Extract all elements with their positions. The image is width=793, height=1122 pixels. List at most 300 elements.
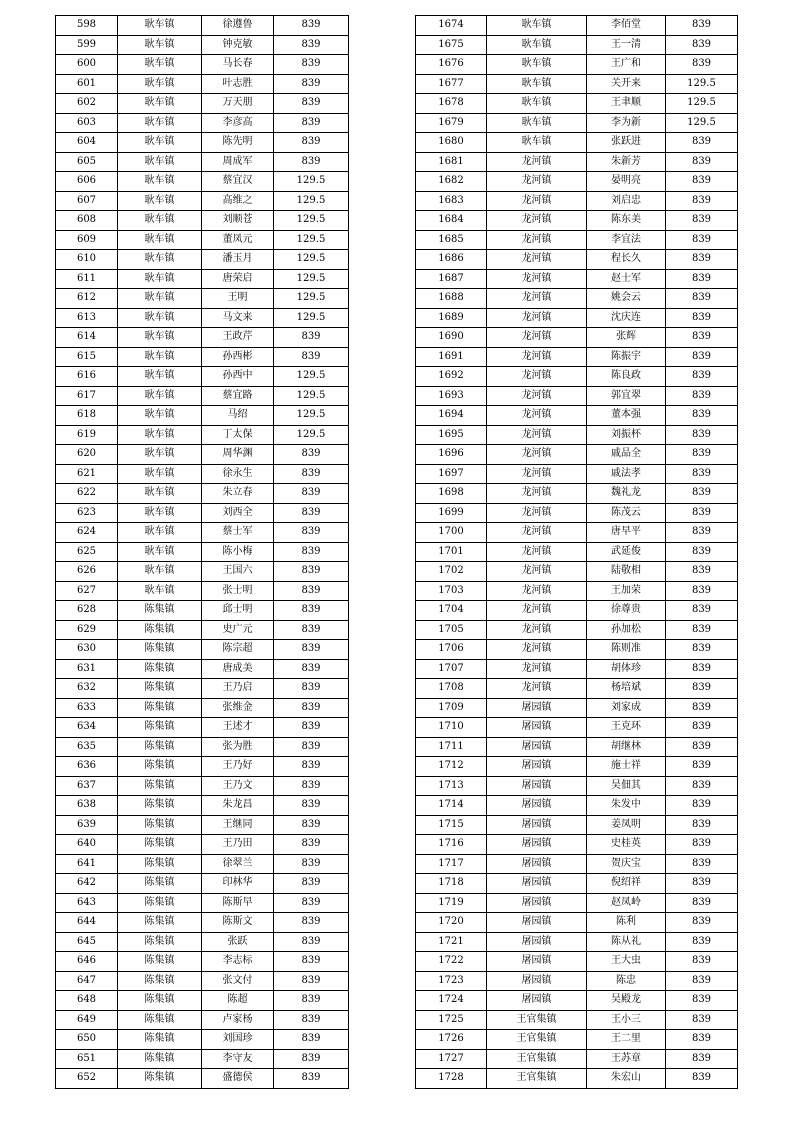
name-cell: 徐翠兰 <box>202 854 274 874</box>
name-cell: 史桂英 <box>587 835 666 855</box>
amount-cell: 839 <box>666 386 738 406</box>
town-cell: 龙河镇 <box>487 367 587 387</box>
name-cell: 万天朋 <box>202 94 274 114</box>
table-row <box>56 133 349 153</box>
table-row <box>56 445 349 465</box>
town-cell: 屠园镇 <box>487 835 587 855</box>
town-cell: 龙河镇 <box>487 191 587 211</box>
row-index-cell: 1723 <box>416 971 487 991</box>
name-cell: 张维金 <box>202 698 274 718</box>
row-index-cell: 625 <box>56 542 118 562</box>
table-row <box>416 133 738 153</box>
name-cell: 刘顺苍 <box>202 211 274 231</box>
name-cell: 王乃好 <box>202 757 274 777</box>
amount-cell: 839 <box>666 133 738 153</box>
town-cell: 屠园镇 <box>487 952 587 972</box>
town-cell: 王官集镇 <box>487 1030 587 1050</box>
name-cell: 孙西彬 <box>202 347 274 367</box>
row-index-cell: 1694 <box>416 406 487 426</box>
town-cell: 陈集镇 <box>118 659 202 679</box>
table-row <box>56 1030 349 1050</box>
amount-cell: 839 <box>666 230 738 250</box>
town-cell: 龙河镇 <box>487 601 587 621</box>
amount-cell: 839 <box>666 971 738 991</box>
name-cell: 戚品全 <box>587 445 666 465</box>
name-cell: 徐遵鲁 <box>202 16 274 36</box>
amount-cell: 839 <box>274 1030 349 1050</box>
row-index-cell: 632 <box>56 679 118 699</box>
table-row <box>56 913 349 933</box>
table-row <box>416 74 738 94</box>
name-cell: 朱宏山 <box>587 1069 666 1089</box>
row-index-cell: 651 <box>56 1049 118 1069</box>
amount-cell: 839 <box>274 815 349 835</box>
amount-cell: 839 <box>666 659 738 679</box>
town-cell: 耿车镇 <box>118 35 202 55</box>
amount-cell: 839 <box>274 796 349 816</box>
amount-cell: 839 <box>274 893 349 913</box>
town-cell: 龙河镇 <box>487 445 587 465</box>
row-index-cell: 616 <box>56 367 118 387</box>
row-index-cell: 621 <box>56 464 118 484</box>
row-index-cell: 1702 <box>416 562 487 582</box>
table-row <box>416 172 738 192</box>
town-cell: 陈集镇 <box>118 815 202 835</box>
table-row <box>56 854 349 874</box>
table-row <box>56 1010 349 1030</box>
town-cell: 耿车镇 <box>487 113 587 133</box>
town-cell: 陈集镇 <box>118 601 202 621</box>
amount-cell: 839 <box>666 347 738 367</box>
row-index-cell: 1678 <box>416 94 487 114</box>
town-cell: 陈集镇 <box>118 679 202 699</box>
name-cell: 姜凤明 <box>587 815 666 835</box>
table-row <box>56 796 349 816</box>
town-cell: 耿车镇 <box>118 55 202 75</box>
name-cell: 胡继林 <box>587 737 666 757</box>
town-cell: 耿车镇 <box>487 16 587 36</box>
town-cell: 陈集镇 <box>118 640 202 660</box>
row-index-cell: 601 <box>56 74 118 94</box>
table-row <box>416 230 738 250</box>
town-cell: 耿车镇 <box>118 464 202 484</box>
town-cell: 屠园镇 <box>487 776 587 796</box>
town-cell: 陈集镇 <box>118 776 202 796</box>
town-cell: 耿车镇 <box>118 152 202 172</box>
table-row <box>416 425 738 445</box>
row-index-cell: 649 <box>56 1010 118 1030</box>
amount-cell: 839 <box>274 35 349 55</box>
table-row <box>416 113 738 133</box>
name-cell: 蔡宜汉 <box>202 172 274 192</box>
name-cell: 陈小梅 <box>202 542 274 562</box>
table-row <box>416 523 738 543</box>
town-cell: 陈集镇 <box>118 854 202 874</box>
amount-cell: 839 <box>274 503 349 523</box>
amount-cell: 839 <box>666 425 738 445</box>
row-index-cell: 617 <box>56 386 118 406</box>
amount-cell: 839 <box>274 776 349 796</box>
table-row <box>56 269 349 289</box>
town-cell: 耿车镇 <box>118 133 202 153</box>
row-index-cell: 1674 <box>416 16 487 36</box>
table-row <box>56 698 349 718</box>
town-cell: 屠园镇 <box>487 874 587 894</box>
name-cell: 郭宜翠 <box>587 386 666 406</box>
name-cell: 魏礼龙 <box>587 484 666 504</box>
town-cell: 耿车镇 <box>487 94 587 114</box>
row-index-cell: 610 <box>56 250 118 270</box>
table-row <box>416 659 738 679</box>
table-row <box>416 737 738 757</box>
table-row <box>416 854 738 874</box>
amount-cell: 129.5 <box>274 406 349 426</box>
amount-cell: 839 <box>274 445 349 465</box>
name-cell: 钟克敏 <box>202 35 274 55</box>
table-row <box>56 679 349 699</box>
row-index-cell: 1727 <box>416 1049 487 1069</box>
table-row <box>56 581 349 601</box>
amount-cell: 839 <box>274 74 349 94</box>
name-cell: 王克环 <box>587 718 666 738</box>
row-index-cell: 626 <box>56 562 118 582</box>
row-index-cell: 624 <box>56 523 118 543</box>
amount-cell: 839 <box>666 835 738 855</box>
town-cell: 屠园镇 <box>487 893 587 913</box>
table-row <box>56 289 349 309</box>
amount-cell: 129.5 <box>666 113 738 133</box>
amount-cell: 129.5 <box>666 74 738 94</box>
town-cell: 陈集镇 <box>118 991 202 1011</box>
table-row <box>416 601 738 621</box>
row-index-cell: 1675 <box>416 35 487 55</box>
name-cell: 李为新 <box>587 113 666 133</box>
name-cell: 孙西中 <box>202 367 274 387</box>
row-index-cell: 1715 <box>416 815 487 835</box>
amount-cell: 129.5 <box>274 308 349 328</box>
name-cell: 陈良政 <box>587 367 666 387</box>
row-index-cell: 1687 <box>416 269 487 289</box>
table-row <box>416 464 738 484</box>
row-index-cell: 1706 <box>416 640 487 660</box>
town-cell: 耿车镇 <box>118 484 202 504</box>
row-index-cell: 1713 <box>416 776 487 796</box>
name-cell: 程长久 <box>587 250 666 270</box>
amount-cell: 129.5 <box>274 386 349 406</box>
name-cell: 张跃进 <box>587 133 666 153</box>
row-index-cell: 1703 <box>416 581 487 601</box>
row-index-cell: 627 <box>56 581 118 601</box>
table-row <box>56 464 349 484</box>
town-cell: 屠园镇 <box>487 737 587 757</box>
name-cell: 卢家杨 <box>202 1010 274 1030</box>
amount-cell: 839 <box>274 640 349 660</box>
row-index-cell: 1717 <box>416 854 487 874</box>
town-cell: 龙河镇 <box>487 640 587 660</box>
name-cell: 王继同 <box>202 815 274 835</box>
town-cell: 龙河镇 <box>487 152 587 172</box>
town-cell: 龙河镇 <box>487 484 587 504</box>
amount-cell: 839 <box>274 94 349 114</box>
amount-cell: 839 <box>274 659 349 679</box>
table-row <box>56 55 349 75</box>
row-index-cell: 646 <box>56 952 118 972</box>
name-cell: 晏明亮 <box>587 172 666 192</box>
row-index-cell: 652 <box>56 1069 118 1089</box>
name-cell: 陈斯文 <box>202 913 274 933</box>
row-index-cell: 1680 <box>416 133 487 153</box>
table-row <box>416 250 738 270</box>
town-cell: 陈集镇 <box>118 718 202 738</box>
row-index-cell: 1712 <box>416 757 487 777</box>
town-cell: 龙河镇 <box>487 172 587 192</box>
table-row <box>416 952 738 972</box>
table-row <box>56 1049 349 1069</box>
name-cell: 唐早平 <box>587 523 666 543</box>
town-cell: 屠园镇 <box>487 913 587 933</box>
table-row <box>56 620 349 640</box>
name-cell: 赵士军 <box>587 269 666 289</box>
town-cell: 耿车镇 <box>487 55 587 75</box>
table-row <box>56 172 349 192</box>
town-cell: 龙河镇 <box>487 269 587 289</box>
town-cell: 陈集镇 <box>118 952 202 972</box>
name-cell: 吴殿龙 <box>587 991 666 1011</box>
town-cell: 陈集镇 <box>118 1010 202 1030</box>
name-cell: 陈振宇 <box>587 347 666 367</box>
row-index-cell: 1721 <box>416 932 487 952</box>
table-row <box>56 640 349 660</box>
amount-cell: 839 <box>274 932 349 952</box>
name-cell: 刘国珍 <box>202 1030 274 1050</box>
town-cell: 陈集镇 <box>118 913 202 933</box>
town-cell: 耿车镇 <box>118 289 202 309</box>
row-index-cell: 600 <box>56 55 118 75</box>
name-cell: 王政芹 <box>202 328 274 348</box>
table-row <box>416 796 738 816</box>
amount-cell: 839 <box>666 250 738 270</box>
amount-cell: 839 <box>274 913 349 933</box>
table-row <box>416 35 738 55</box>
table-row <box>416 94 738 114</box>
row-index-cell: 1701 <box>416 542 487 562</box>
row-index-cell: 614 <box>56 328 118 348</box>
table-row <box>416 367 738 387</box>
name-cell: 沈庆连 <box>587 308 666 328</box>
row-index-cell: 1714 <box>416 796 487 816</box>
amount-cell: 839 <box>274 1010 349 1030</box>
table-row <box>416 913 738 933</box>
table-row <box>416 718 738 738</box>
amount-cell: 129.5 <box>274 425 349 445</box>
row-index-cell: 609 <box>56 230 118 250</box>
row-index-cell: 619 <box>56 425 118 445</box>
row-index-cell: 1700 <box>416 523 487 543</box>
town-cell: 龙河镇 <box>487 289 587 309</box>
amount-cell: 839 <box>666 796 738 816</box>
town-cell: 耿车镇 <box>118 172 202 192</box>
table-row <box>56 835 349 855</box>
row-index-cell: 605 <box>56 152 118 172</box>
row-index-cell: 1716 <box>416 835 487 855</box>
amount-cell: 839 <box>666 932 738 952</box>
amount-cell: 839 <box>274 874 349 894</box>
amount-cell: 839 <box>274 133 349 153</box>
row-index-cell: 1709 <box>416 698 487 718</box>
town-cell: 耿车镇 <box>118 328 202 348</box>
name-cell: 陈忠 <box>587 971 666 991</box>
name-cell: 潘玉月 <box>202 250 274 270</box>
town-cell: 屠园镇 <box>487 991 587 1011</box>
table-row <box>416 893 738 913</box>
table-row <box>56 971 349 991</box>
table-row <box>416 679 738 699</box>
row-index-cell: 1697 <box>416 464 487 484</box>
row-index-cell: 1722 <box>416 952 487 972</box>
table-row <box>416 698 738 718</box>
amount-cell: 129.5 <box>274 230 349 250</box>
amount-cell: 839 <box>274 835 349 855</box>
row-index-cell: 640 <box>56 835 118 855</box>
amount-cell: 129.5 <box>274 250 349 270</box>
amount-cell: 839 <box>274 854 349 874</box>
town-cell: 龙河镇 <box>487 347 587 367</box>
table-row <box>56 484 349 504</box>
row-index-cell: 628 <box>56 601 118 621</box>
table-row <box>56 991 349 1011</box>
town-cell: 耿车镇 <box>487 74 587 94</box>
row-index-cell: 1698 <box>416 484 487 504</box>
name-cell: 王二里 <box>587 1030 666 1050</box>
row-index-cell: 1679 <box>416 113 487 133</box>
town-cell: 龙河镇 <box>487 562 587 582</box>
town-cell: 陈集镇 <box>118 1030 202 1050</box>
row-index-cell: 645 <box>56 932 118 952</box>
amount-cell: 839 <box>666 484 738 504</box>
table-row <box>56 503 349 523</box>
row-index-cell: 1685 <box>416 230 487 250</box>
row-index-cell: 1682 <box>416 172 487 192</box>
town-cell: 陈集镇 <box>118 874 202 894</box>
name-cell: 王乃田 <box>202 835 274 855</box>
town-cell: 龙河镇 <box>487 328 587 348</box>
amount-cell: 129.5 <box>666 94 738 114</box>
row-index-cell: 642 <box>56 874 118 894</box>
town-cell: 耿车镇 <box>118 523 202 543</box>
amount-cell: 839 <box>666 640 738 660</box>
name-cell: 陈宗超 <box>202 640 274 660</box>
row-index-cell: 1688 <box>416 289 487 309</box>
amount-cell: 839 <box>274 113 349 133</box>
town-cell: 耿车镇 <box>118 581 202 601</box>
right-roster-table <box>415 15 738 1089</box>
town-cell: 龙河镇 <box>487 523 587 543</box>
town-cell: 龙河镇 <box>487 211 587 231</box>
amount-cell: 129.5 <box>274 211 349 231</box>
row-index-cell: 634 <box>56 718 118 738</box>
town-cell: 耿车镇 <box>118 211 202 231</box>
name-cell: 陈利 <box>587 913 666 933</box>
row-index-cell: 1681 <box>416 152 487 172</box>
row-index-cell: 602 <box>56 94 118 114</box>
row-index-cell: 599 <box>56 35 118 55</box>
table-row <box>416 55 738 75</box>
row-index-cell: 608 <box>56 211 118 231</box>
name-cell: 马绍 <box>202 406 274 426</box>
name-cell: 徐永生 <box>202 464 274 484</box>
name-cell: 朱龙昌 <box>202 796 274 816</box>
amount-cell: 839 <box>666 328 738 348</box>
amount-cell: 839 <box>666 776 738 796</box>
row-index-cell: 1686 <box>416 250 487 270</box>
table-row <box>416 1069 738 1089</box>
name-cell: 陈超 <box>202 991 274 1011</box>
town-cell: 屠园镇 <box>487 757 587 777</box>
table-row <box>56 386 349 406</box>
table-row <box>56 308 349 328</box>
table-row <box>56 328 349 348</box>
name-cell: 倪绍祥 <box>587 874 666 894</box>
amount-cell: 839 <box>666 16 738 36</box>
row-index-cell: 1726 <box>416 1030 487 1050</box>
table-row <box>416 328 738 348</box>
table-row <box>56 659 349 679</box>
amount-cell: 129.5 <box>274 367 349 387</box>
name-cell: 王小三 <box>587 1010 666 1030</box>
town-cell: 屠园镇 <box>487 854 587 874</box>
table-row <box>56 347 349 367</box>
row-index-cell: 1696 <box>416 445 487 465</box>
amount-cell: 839 <box>274 620 349 640</box>
name-cell: 王乃文 <box>202 776 274 796</box>
table-row <box>56 718 349 738</box>
amount-cell: 839 <box>666 913 738 933</box>
row-index-cell: 615 <box>56 347 118 367</box>
table-row <box>56 1069 349 1089</box>
row-index-cell: 1710 <box>416 718 487 738</box>
name-cell: 王述才 <box>202 718 274 738</box>
town-cell: 耿车镇 <box>118 16 202 36</box>
row-index-cell: 1699 <box>416 503 487 523</box>
table-row <box>416 211 738 231</box>
table-row <box>416 347 738 367</box>
town-cell: 龙河镇 <box>487 581 587 601</box>
town-cell: 陈集镇 <box>118 757 202 777</box>
town-cell: 龙河镇 <box>487 230 587 250</box>
row-index-cell: 1683 <box>416 191 487 211</box>
name-cell: 朱发中 <box>587 796 666 816</box>
name-cell: 周华渊 <box>202 445 274 465</box>
town-cell: 陈集镇 <box>118 620 202 640</box>
name-cell: 李志标 <box>202 952 274 972</box>
amount-cell: 839 <box>666 620 738 640</box>
name-cell: 王广和 <box>587 55 666 75</box>
town-cell: 王官集镇 <box>487 1049 587 1069</box>
table-row <box>56 893 349 913</box>
amount-cell: 839 <box>666 854 738 874</box>
name-cell: 陈斯早 <box>202 893 274 913</box>
table-row <box>56 113 349 133</box>
table-row <box>56 16 349 36</box>
name-cell: 王乃启 <box>202 679 274 699</box>
table-row <box>56 35 349 55</box>
table-row <box>56 952 349 972</box>
table-row <box>56 406 349 426</box>
name-cell: 马长春 <box>202 55 274 75</box>
name-cell: 叶志胜 <box>202 74 274 94</box>
name-cell: 盛德侯 <box>202 1069 274 1089</box>
name-cell: 蔡宜路 <box>202 386 274 406</box>
